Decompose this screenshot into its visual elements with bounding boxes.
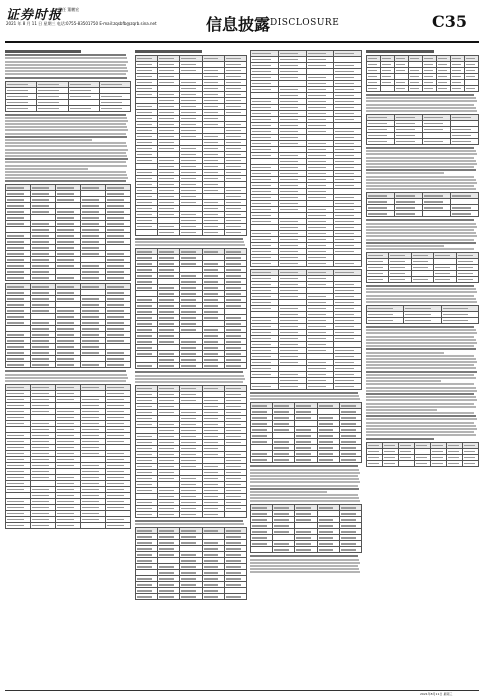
table-cell: [367, 277, 389, 283]
table-cell: [456, 277, 478, 283]
table-cell: [367, 138, 395, 144]
table-cell: [6, 275, 31, 281]
table-cell: [224, 363, 246, 369]
text-line: [5, 177, 128, 179]
text-line: [135, 375, 244, 377]
text-line: [366, 434, 476, 436]
text-line: [366, 153, 477, 155]
text-line: [366, 169, 476, 171]
text-line: [366, 301, 477, 303]
table-cell: [180, 230, 202, 236]
table-cell: [56, 275, 81, 281]
text-line: [250, 469, 359, 471]
table-cell: [31, 523, 56, 529]
text-line: [250, 555, 358, 557]
text-line: [366, 295, 474, 297]
table-cell: [273, 547, 295, 553]
text-line: [5, 161, 126, 163]
text-line: [366, 229, 474, 231]
table-cell: [158, 363, 180, 369]
table-cell: [202, 594, 224, 600]
text-line: [366, 374, 474, 376]
table-row: [136, 511, 247, 517]
data-table: [366, 252, 479, 283]
text-line: [366, 422, 474, 424]
data-table: [250, 504, 362, 553]
table-cell: [37, 105, 68, 111]
text-line: [366, 185, 474, 187]
column-2: [135, 48, 247, 689]
text-line: [5, 139, 92, 141]
table-cell: [273, 457, 295, 463]
data-table: [250, 402, 362, 463]
text-line: [135, 238, 243, 240]
table-cell: [56, 362, 81, 368]
text-line: [366, 288, 476, 290]
text-line: [366, 409, 437, 411]
text-line: [366, 377, 476, 379]
text-line: [250, 559, 359, 561]
text-line: [366, 163, 477, 165]
table-cell: [68, 105, 99, 111]
text-line: [366, 97, 476, 99]
table-cell: [399, 460, 415, 466]
text-line: [135, 371, 243, 373]
text-line: [366, 371, 477, 373]
text-line: [366, 438, 434, 440]
text-line: [250, 488, 359, 490]
text-line: [250, 475, 358, 477]
table-cell: [295, 457, 317, 463]
text-line: [250, 481, 360, 483]
text-line: [5, 133, 126, 135]
text-line: [366, 332, 477, 334]
table-cell: [136, 363, 158, 369]
data-table: [135, 385, 247, 518]
table-cell: [251, 547, 273, 553]
text-line: [5, 158, 128, 160]
text-line: [366, 348, 476, 350]
table-cell: [180, 594, 202, 600]
table-cell: [306, 384, 334, 390]
text-line: [366, 415, 476, 417]
text-line: [250, 565, 358, 567]
text-line: [250, 491, 327, 493]
text-line: [366, 387, 476, 389]
table-cell: [334, 261, 362, 267]
table-row: [6, 275, 131, 281]
text-line: [366, 147, 474, 149]
table-row: [6, 523, 131, 529]
column-4: [366, 48, 479, 689]
text-line: [135, 523, 244, 525]
page-number: C35: [432, 12, 467, 31]
text-line: [366, 110, 477, 112]
text-line: [250, 398, 360, 400]
text-line: [250, 562, 360, 564]
table-row: [136, 230, 247, 236]
table-cell: [251, 384, 279, 390]
column-3: [250, 48, 362, 689]
table-cell: [367, 318, 404, 324]
table-cell: [451, 138, 479, 144]
text-line: [366, 150, 476, 152]
text-line: [366, 396, 476, 398]
table-cell: [180, 511, 202, 517]
table-cell: [451, 86, 465, 92]
text-line: [5, 126, 127, 128]
table-cell: [180, 363, 202, 369]
text-line: [366, 107, 476, 109]
table-row: [251, 457, 362, 463]
text-line: [366, 361, 477, 363]
table-cell: [202, 511, 224, 517]
data-table: [135, 248, 247, 369]
block-heading: [366, 50, 434, 53]
table-row: [367, 277, 479, 283]
data-table: [366, 114, 479, 145]
data-table: [366, 442, 479, 467]
text-line: [250, 494, 358, 496]
text-line: [366, 403, 474, 405]
text-line: [366, 352, 444, 354]
table-cell: [224, 594, 246, 600]
text-line: [366, 345, 474, 347]
table-cell: [278, 384, 306, 390]
table-row: [136, 363, 247, 369]
text-line: [366, 383, 474, 385]
table-cell: [415, 460, 431, 466]
table-cell: [409, 86, 423, 92]
text-line: [5, 374, 127, 376]
text-line: [366, 245, 444, 247]
text-line: [5, 120, 128, 122]
newspaper-masthead: 证券时报: [6, 8, 63, 23]
table-row: [367, 460, 479, 466]
text-line: [366, 94, 474, 96]
text-line: [366, 166, 474, 168]
text-line: [5, 155, 127, 157]
text-line: [366, 100, 477, 102]
table-cell: [99, 105, 130, 111]
text-line: [366, 339, 476, 341]
table-cell: [278, 261, 306, 267]
table-cell: [158, 511, 180, 517]
table-row: [367, 86, 479, 92]
text-line: [366, 329, 476, 331]
text-line: [5, 136, 127, 138]
text-line: [5, 64, 126, 66]
table-cell: [81, 523, 106, 529]
table-cell: [56, 523, 81, 529]
data-table: [5, 184, 131, 281]
table-cell: [411, 277, 433, 283]
table-cell: [202, 230, 224, 236]
header-rule: [5, 41, 479, 43]
table-cell: [423, 86, 437, 92]
text-line: [5, 57, 127, 59]
table-cell: [423, 138, 451, 144]
text-line: [366, 358, 476, 360]
text-line: [366, 412, 474, 414]
text-line: [366, 342, 477, 344]
table-cell: [158, 230, 180, 236]
text-line: [5, 61, 128, 63]
text-line: [366, 104, 474, 106]
data-table: [250, 50, 362, 267]
table-cell: [383, 460, 399, 466]
text-line: [5, 123, 126, 125]
table-cell: [367, 460, 383, 466]
text-line: [5, 180, 126, 182]
data-table: [250, 269, 362, 390]
text-line: [5, 149, 128, 151]
text-line: [366, 248, 474, 250]
section-title-english: DISCLOSURE: [270, 18, 340, 28]
table-cell: [224, 230, 246, 236]
table-cell: [395, 138, 423, 144]
table-cell: [395, 86, 409, 92]
text-line: [250, 571, 360, 573]
text-line: [135, 378, 245, 380]
text-line: [5, 129, 128, 131]
table-cell: [295, 547, 317, 553]
table-row: [251, 261, 362, 267]
editor-credit: 责任 董鹏宏: [58, 7, 80, 12]
text-line: [5, 145, 127, 147]
text-line: [366, 160, 476, 162]
block-heading: [135, 50, 202, 53]
table-row: [251, 384, 362, 390]
table-cell: [334, 384, 362, 390]
text-line: [366, 390, 477, 392]
text-line: [5, 73, 126, 75]
text-line: [135, 241, 244, 243]
table-cell: [339, 457, 361, 463]
text-line: [366, 418, 477, 420]
page-header: [0, 0, 484, 44]
table-row: [6, 362, 131, 368]
text-line: [5, 142, 126, 144]
table-cell: [367, 86, 381, 92]
table-cell: [404, 318, 441, 324]
text-line: [5, 67, 127, 69]
table-cell: [447, 460, 463, 466]
text-line: [366, 364, 474, 366]
table-cell: [451, 211, 479, 217]
table-cell: [317, 547, 339, 553]
text-line: [366, 431, 474, 433]
text-line: [366, 176, 474, 178]
table-cell: [437, 86, 451, 92]
text-line: [250, 497, 359, 499]
text-line: [250, 472, 360, 474]
data-table: [5, 283, 131, 368]
table-cell: [306, 261, 334, 267]
table-cell: [441, 318, 478, 324]
table-cell: [158, 594, 180, 600]
data-table: [366, 192, 479, 217]
text-line: [250, 465, 358, 467]
table-cell: [339, 547, 361, 553]
table-cell: [31, 362, 56, 368]
table-cell: [31, 275, 56, 281]
text-line: [366, 182, 477, 184]
text-line: [5, 165, 127, 167]
text-line: [366, 393, 474, 395]
text-line: [366, 172, 444, 174]
footer-date: 2021年8月11日 星期三: [420, 692, 453, 696]
text-line: [366, 336, 474, 338]
text-line: [250, 500, 360, 502]
text-line: [250, 485, 358, 487]
footer-rule: [5, 690, 479, 691]
data-table: [366, 55, 479, 92]
table-cell: [136, 594, 158, 600]
table-row: [367, 318, 479, 324]
data-table: [135, 55, 247, 236]
text-line: [366, 428, 477, 430]
table-cell: [6, 362, 31, 368]
text-line: [135, 244, 245, 246]
text-line: [366, 179, 476, 181]
table-cell: [395, 211, 423, 217]
text-line: [5, 380, 126, 382]
table-cell: [367, 211, 395, 217]
text-line: [366, 425, 476, 427]
block-heading: [5, 50, 81, 53]
table-cell: [106, 362, 131, 368]
text-line: [366, 232, 476, 234]
text-line: [250, 395, 359, 397]
text-line: [366, 235, 477, 237]
text-line: [366, 406, 476, 408]
table-cell: [251, 261, 279, 267]
table-cell: [136, 511, 158, 517]
text-line: [5, 171, 126, 173]
text-line: [5, 168, 88, 170]
text-line: [366, 380, 441, 382]
table-cell: [106, 275, 131, 281]
section-title: 信息披露: [206, 15, 271, 34]
text-line: [366, 219, 474, 221]
table-cell: [389, 277, 411, 283]
text-line: [250, 478, 359, 480]
text-line: [5, 370, 126, 372]
text-line: [5, 70, 128, 72]
text-line: [5, 114, 126, 116]
table-cell: [202, 363, 224, 369]
table-cell: [81, 275, 106, 281]
text-line: [366, 291, 477, 293]
text-line: [5, 152, 126, 154]
table-cell: [81, 362, 106, 368]
text-line: [5, 54, 126, 56]
text-line: [366, 223, 476, 225]
text-line: [366, 157, 474, 159]
data-table: [5, 384, 131, 529]
table-cell: [465, 86, 479, 92]
table-row: [251, 547, 362, 553]
table-cell: [381, 86, 395, 92]
text-line: [5, 77, 127, 79]
text-line: [5, 174, 127, 176]
table-cell: [423, 211, 451, 217]
table-cell: [463, 460, 479, 466]
column-1: [5, 48, 131, 689]
text-line: [366, 285, 474, 287]
table-row: [367, 211, 479, 217]
table-row: [367, 138, 479, 144]
table-cell: [224, 511, 246, 517]
dateline: 2021 年 8 月 11 日 星期三 电话:0755-83501750 E-mail:zqsbfb@zqrb.sina.net: [6, 21, 157, 26]
text-line: [250, 392, 358, 394]
text-line: [250, 568, 359, 570]
text-line: [135, 381, 243, 383]
text-line: [5, 117, 127, 119]
table-cell: [317, 457, 339, 463]
data-table: [366, 305, 479, 324]
text-line: [135, 520, 243, 522]
text-line: [366, 355, 474, 357]
table-cell: [434, 277, 456, 283]
text-line: [366, 367, 476, 369]
table-cell: [136, 230, 158, 236]
table-row: [136, 594, 247, 600]
text-line: [366, 188, 476, 190]
table-row: [6, 105, 131, 111]
data-table: [5, 81, 131, 112]
text-line: [366, 399, 477, 401]
text-line: [5, 377, 128, 379]
text-line: [366, 242, 476, 244]
text-line: [366, 326, 474, 328]
table-cell: [6, 523, 31, 529]
text-line: [366, 239, 474, 241]
text-line: [366, 298, 476, 300]
table-cell: [431, 460, 447, 466]
data-table: [135, 527, 247, 600]
table-cell: [106, 523, 131, 529]
table-cell: [6, 105, 37, 111]
text-line: [366, 226, 477, 228]
table-cell: [251, 457, 273, 463]
